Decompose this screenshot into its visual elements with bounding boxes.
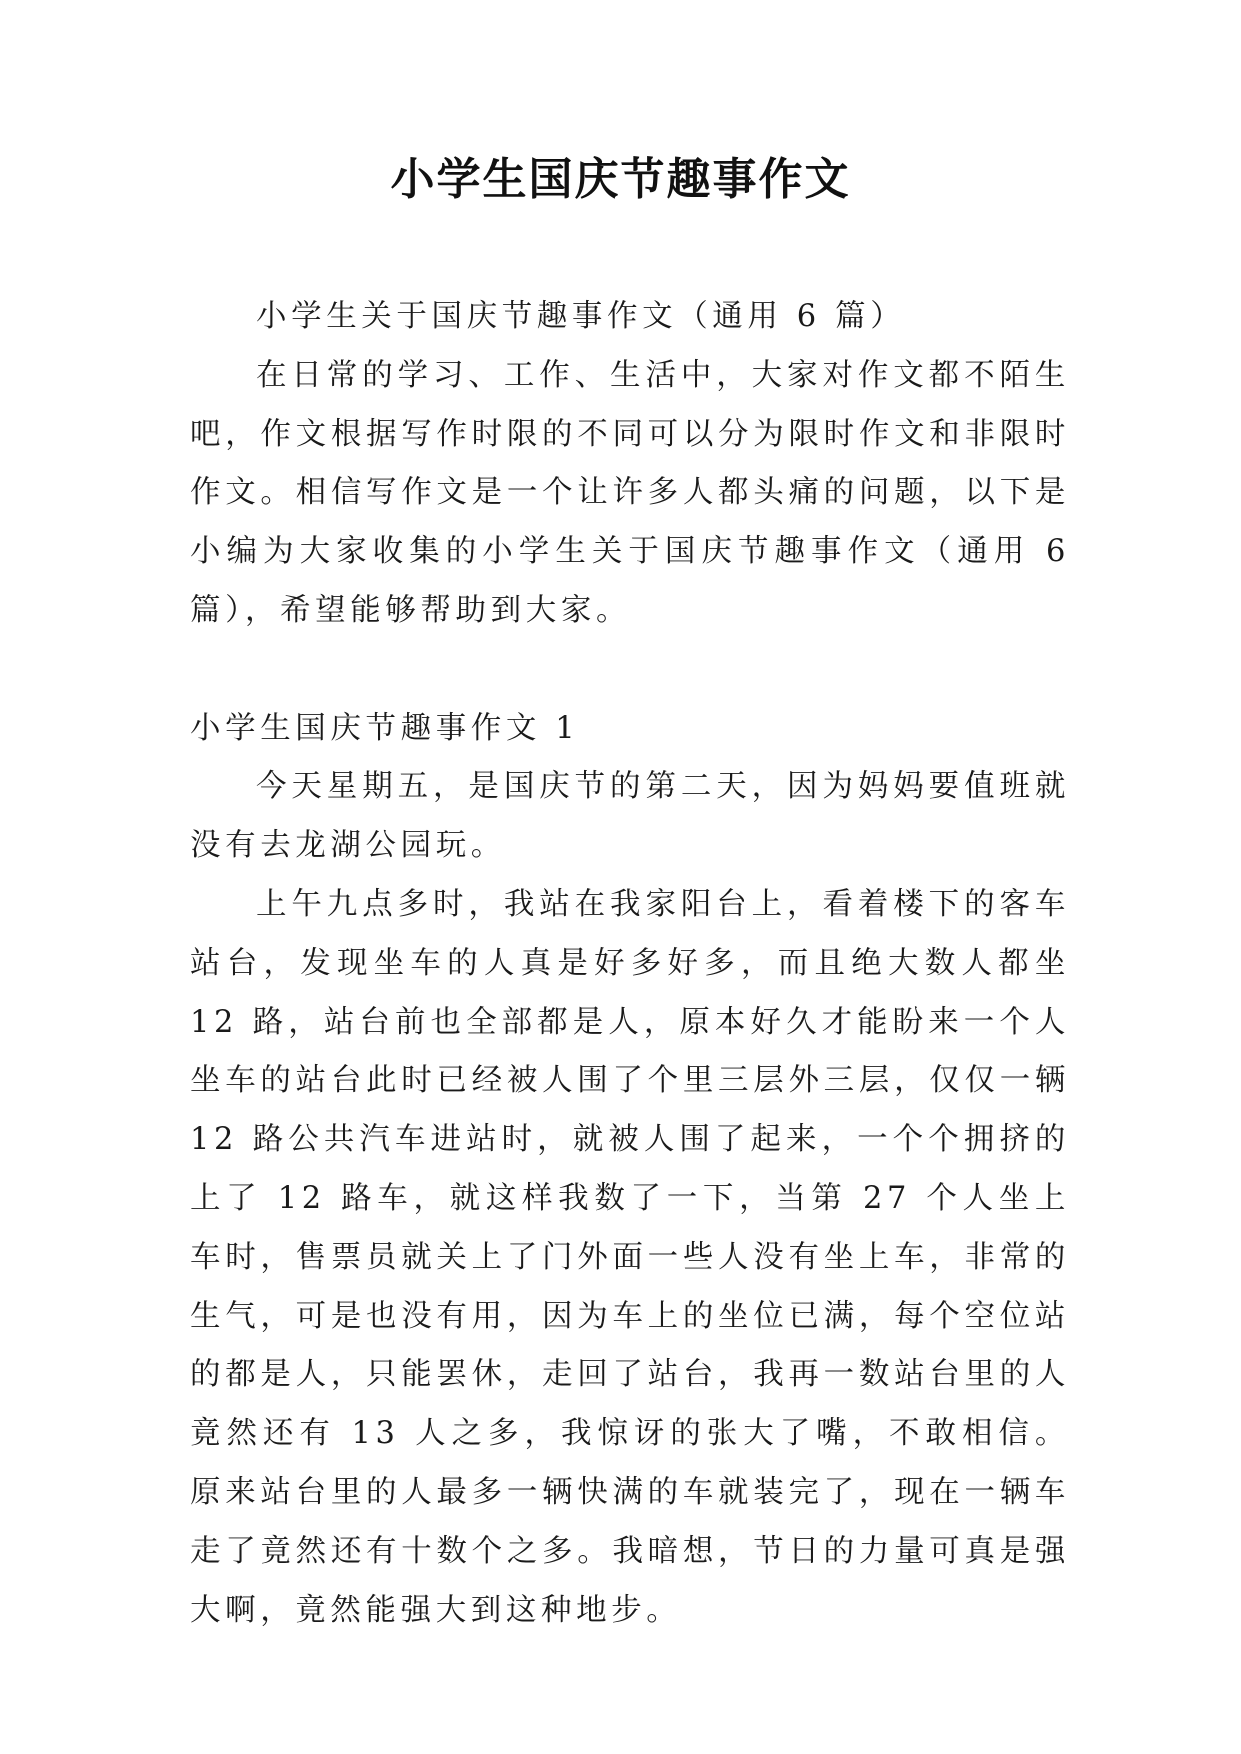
subtitle-line: 小学生关于国庆节趣事作文（通用 6 篇）: [256, 299, 906, 334]
document-title: 小学生国庆节趣事作文: [390, 154, 851, 205]
body-paragraph-1: 今天星期五，是国庆节的第二天，因为妈妈要值班就没有去龙湖公园玩。: [190, 769, 1070, 864]
document-body: [190, 288, 1070, 1640]
section-heading: 小学生国庆节趣事作文 1: [190, 710, 580, 746]
paragraph-gap: [190, 641, 1070, 700]
intro-paragraph: 在日常的学习、工作、生活中，大家对作文都不陌生吧，作文根据写作时限的不同可以分为限时作文和非限时作文。相信写作文是一个让许多人都头痛的问题，以下是小编为大家收集的小学生关于国庆节趣事作文（通用 6 篇），希望能够帮助到大家。: [190, 357, 1070, 628]
body-paragraph-2: 上午九点多时，我站在我家阳台上，看着楼下的客车站台，发现坐车的人真是好多好多，而且绝大数人都坐 12 路，站台前也全部都是人，原本好久才能盼来一个人坐车的站台此时已经被人围了个里三层外三层，仅仅一辆 12 路公共汽车进站时，就被人围了起来，一个个拥挤的上了 12 路车，就这样我数了一下，当第 27 个人坐上车时，售票员就关上了门外面一些人没有坐上车，非常的生气，可是也没有用，因为车上的坐位已满，每个空位站的都是人，只能罢休，走回了站台，我再一数站台里的人竟然还有 13 人之多，我惊讶的张大了嘴，不敢相信。原来站台里的人最多一辆快满的车就装完了，现在一辆车走了竟然还有十数个之多。我暗想，节日的力量可真是强大啊，竟然能强大到这种地步。: [190, 886, 1070, 1628]
